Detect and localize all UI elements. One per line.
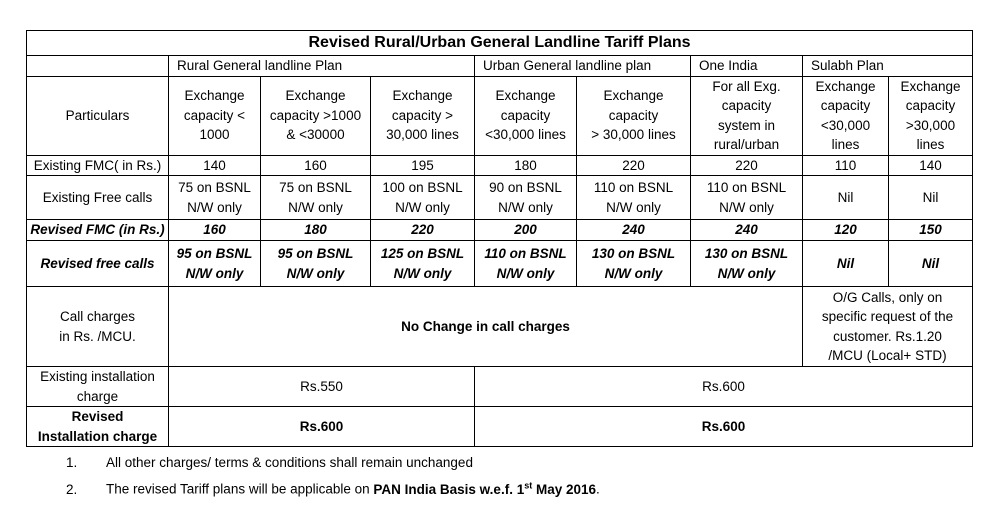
table-cell: 220 — [371, 220, 475, 241]
table-cell: 220 — [577, 155, 691, 176]
table-cell: 220 — [691, 155, 803, 176]
row-label-call-charges: Call charges in Rs. /MCU. — [27, 287, 169, 367]
table-row — [27, 287, 973, 367]
table-row — [27, 367, 973, 407]
row-label-existing-fmc: Existing FMC( in Rs.) — [27, 155, 169, 176]
table-row — [27, 155, 973, 176]
column-header: Exchange capacity >1000 & <30000 — [261, 76, 371, 155]
blank-corner-cell — [27, 56, 169, 77]
table-cell: 180 — [475, 155, 577, 176]
table-cell: Nil — [803, 176, 889, 220]
plan-header-urban: Urban General landline plan — [475, 56, 691, 77]
table-cell: 180 — [261, 220, 371, 241]
footnote-number: 1. — [66, 455, 78, 470]
revised-installation-rural: Rs.600 — [169, 407, 475, 447]
table-cell: 130 on BSNL N/W only — [691, 241, 803, 287]
plan-header-rural: Rural General landline Plan — [169, 56, 475, 77]
table-cell: 110 on BSNL N/W only — [577, 176, 691, 220]
table-cell: 75 on BSNL N/W only — [261, 176, 371, 220]
table-cell: Nil — [889, 241, 973, 287]
column-header: Exchange capacity <30,000 lines — [475, 76, 577, 155]
table-cell: Nil — [803, 241, 889, 287]
table-cell: 75 on BSNL N/W only — [169, 176, 261, 220]
row-label-revised-fmc: Revised FMC (in Rs.) — [27, 220, 169, 241]
footnote-text: All other charges/ terms & conditions shall remain unchanged — [106, 455, 473, 470]
table-cell: 150 — [889, 220, 973, 241]
table-row — [27, 176, 973, 220]
revised-installation-urban: Rs.600 — [475, 407, 973, 447]
footnote-text: The revised Tariff plans will be applicable on — [106, 481, 374, 497]
column-header: Exchange capacity > 30,000 lines — [371, 76, 475, 155]
table-cell: 110 on BSNL N/W only — [691, 176, 803, 220]
table-cell: 200 — [475, 220, 577, 241]
table-cell: 195 — [371, 155, 475, 176]
plan-header-sulabh: Sulabh Plan — [803, 56, 973, 77]
row-label-existing-free-calls: Existing Free calls — [27, 176, 169, 220]
footnote-item: 2. The revised Tariff plans will be applicable on PAN India Basis w.e.f. 1st May 2016. — [66, 474, 600, 496]
table-cell: Nil — [889, 176, 973, 220]
footnote-effective-date: PAN India Basis w.e.f. 1st May 2016 — [373, 480, 597, 497]
call-charges-sulabh-cell: O/G Calls, only on specific request of the customer. Rs.1.20 /MCU (Local+ STD) — [803, 287, 973, 367]
column-header: For all Exg. capacity system in rural/urban — [691, 76, 803, 155]
table-row — [27, 241, 973, 287]
footnote-number: 2. — [66, 481, 78, 497]
table-cell: 90 on BSNL N/W only — [475, 176, 577, 220]
column-header: Exchange capacity <30,000 lines — [803, 76, 889, 155]
column-header: Exchange capacity > 30,000 lines — [577, 76, 691, 155]
row-label-revised-free-calls: Revised free calls — [27, 241, 169, 287]
call-charges-common-cell: No Change in call charges — [169, 287, 803, 367]
table-row — [27, 220, 973, 241]
table-cell: 160 — [169, 220, 261, 241]
footnotes — [66, 452, 600, 496]
particulars-label: Particulars — [27, 76, 169, 155]
table-title: Revised Rural/Urban General Landline Tariff Plans — [27, 31, 973, 56]
table-cell: 240 — [577, 220, 691, 241]
table-cell: 110 — [803, 155, 889, 176]
table-cell: 140 — [169, 155, 261, 176]
table-cell: 95 on BSNL N/W only — [169, 241, 261, 287]
table-cell: 240 — [691, 220, 803, 241]
table-cell: 100 on BSNL N/W only — [371, 176, 475, 220]
plan-header-one-india: One India — [691, 56, 803, 77]
table-cell: 110 on BSNL N/W only — [475, 241, 577, 287]
footnote-item — [66, 452, 600, 474]
row-label-existing-installation: Existing installation charge — [27, 367, 169, 407]
table-cell: 95 on BSNL N/W only — [261, 241, 371, 287]
table-row — [27, 407, 973, 447]
table-cell: 160 — [261, 155, 371, 176]
table-cell: 140 — [889, 155, 973, 176]
table-cell: 130 on BSNL N/W only — [577, 241, 691, 287]
table-cell: 125 on BSNL N/W only — [371, 241, 475, 287]
column-header: Exchange capacity < 1000 — [169, 76, 261, 155]
existing-installation-rural: Rs.550 — [169, 367, 475, 407]
table-cell: 120 — [803, 220, 889, 241]
tariff-table — [26, 30, 973, 447]
row-label-revised-installation: Revised Installation charge — [27, 407, 169, 447]
existing-installation-urban: Rs.600 — [475, 367, 973, 407]
column-header: Exchange capacity >30,000 lines — [889, 76, 973, 155]
